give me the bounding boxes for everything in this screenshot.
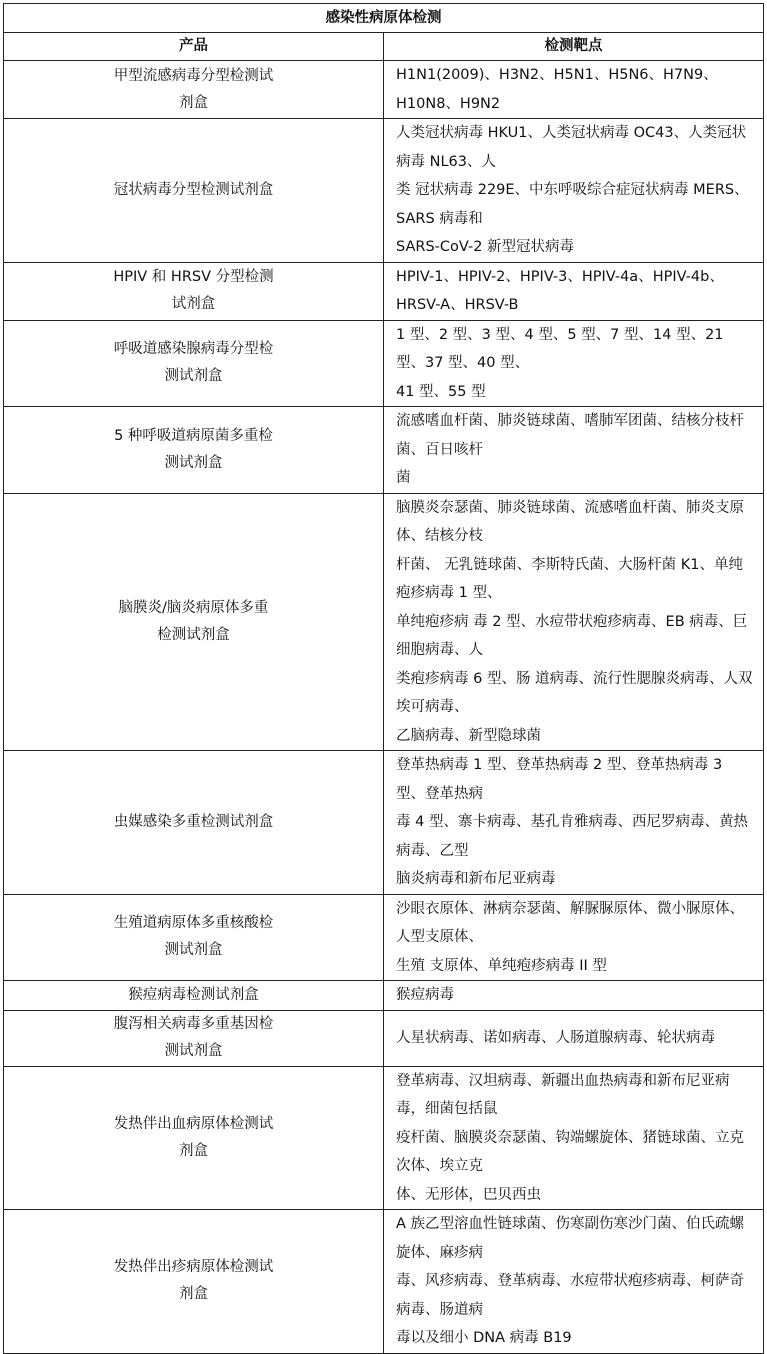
table-title: 感染性病原体检测 xyxy=(4,4,764,33)
target-line: 41 型、55 型 xyxy=(396,383,486,400)
target-line: 猴痘病毒 xyxy=(396,987,454,1003)
product-line: 测试剂盒 xyxy=(164,368,223,385)
product-cell xyxy=(4,1010,384,1066)
target-line: SARS-CoV-2 新型冠状病毒 xyxy=(396,239,575,255)
target-line: 人类冠状病毒 HKU1、人类冠状病毒 OC43、人类冠状病毒 NL63、人 xyxy=(396,125,747,170)
product-line: 虫媒感染多重检测试剂盒 xyxy=(113,813,274,830)
target-line: A 族乙型溶血性链球菌、伤寒副伤寒沙门菌、伯氏疏螺旋体、麻疹病 xyxy=(396,1216,745,1261)
table-row xyxy=(4,262,764,320)
target-line: H1N1(2009)、H3N2、H5N1、H5N6、H7N9、H10N8、H9N2 xyxy=(396,67,718,112)
targets-cell xyxy=(384,751,764,895)
targets-cell xyxy=(384,493,764,751)
target-line: HPIV-1、HPIV-2、HPIV-3、HPIV-4a、HPIV-4b、HRSV-A、HRSV-B xyxy=(396,268,724,313)
table-row xyxy=(4,61,764,119)
product-line: 生殖道病原体多重核酸检 xyxy=(113,915,274,932)
target-line: 类 冠状病毒 229E、中东呼吸综合症冠状病毒 MERS、SARS 病毒和 xyxy=(396,182,749,227)
target-line: 类疱疹病毒 6 型、肠 道病毒、流行性腮腺炎病毒、人双埃可病毒、 xyxy=(396,670,753,715)
target-line: 体、无形体，巴贝西虫 xyxy=(396,1186,541,1203)
product-cell xyxy=(4,407,384,494)
product-line: 呼吸道感染腺病毒分型检 xyxy=(113,341,274,358)
targets-cell xyxy=(384,1210,764,1354)
target-line: 脑膜炎奈瑟菌、肺炎链球菌、流感嗜血杆菌、肺炎支原体、结核分枝 xyxy=(396,499,744,544)
product-cell xyxy=(4,61,384,119)
product-line: 发热伴出血病原体检测试 xyxy=(113,1115,274,1132)
table-row xyxy=(4,751,764,895)
target-line: 脑炎病毒和新布尼亚病毒 xyxy=(396,871,556,887)
target-line: 登革热病毒 1 型、登革热病毒 2 型、登革热病毒 3 型、登革热病 xyxy=(396,757,723,802)
table-row xyxy=(4,119,764,263)
target-line: 1 型、2 型、3 型、4 型、5 型、7 型、14 型、21 型、37 型、40 型、 xyxy=(396,326,724,371)
product-line: 检测试剂盒 xyxy=(157,626,230,643)
targets-cell xyxy=(384,119,764,263)
product-line: 剂盒 xyxy=(179,1286,208,1303)
table-body xyxy=(4,61,764,1354)
targets-cell xyxy=(384,320,764,407)
table-row xyxy=(4,981,764,1011)
table-row xyxy=(4,320,764,407)
target-line: 流感嗜血杆菌、肺炎链球菌、嗜肺军团菌、结核分枝杆菌、百日咳杆 xyxy=(396,413,744,458)
product-line: 试剂盒 xyxy=(171,296,216,312)
target-line: 疫杆菌、脑膜炎奈瑟菌、钩端螺旋体、猪链球菌、立克次体、埃立克 xyxy=(396,1129,744,1174)
targets-cell xyxy=(384,981,764,1011)
target-line: 乙脑病毒、新型隐球菌 xyxy=(396,727,541,744)
target-line: 登革病毒、汉坦病毒、新疆出血热病毒和新布尼亚病毒，细菌包括鼠 xyxy=(396,1072,730,1117)
targets-cell xyxy=(384,407,764,494)
table-row xyxy=(4,407,764,494)
targets-cell xyxy=(384,1010,764,1066)
product-line: 腹泻相关病毒多重基因检 xyxy=(113,1016,274,1032)
product-cell xyxy=(4,1210,384,1354)
product-cell xyxy=(4,320,384,407)
targets-cell xyxy=(384,894,764,981)
product-line: 剂盒 xyxy=(179,1142,208,1159)
product-line: 测试剂盒 xyxy=(164,1043,223,1059)
table-row xyxy=(4,1210,764,1354)
product-line: 甲型流感病毒分型检测试 xyxy=(113,67,274,84)
target-line: 杆菌、 无乳链球菌、李斯特氏菌、大肠杆菌 K1、单纯疱疹病毒 1 型、 xyxy=(396,556,743,601)
targets-cell xyxy=(384,1066,764,1210)
header-targets: 检测靶点 xyxy=(384,33,764,61)
target-line: 沙眼衣原体、淋病奈瑟菌、解脲脲原体、微小脲原体、人型支原体、 xyxy=(396,900,744,945)
product-line: 5 种呼吸道病原菌多重检 xyxy=(114,427,273,444)
target-line: 菌 xyxy=(396,470,411,486)
header-product: 产品 xyxy=(4,33,384,61)
table-row xyxy=(4,1066,764,1210)
target-line: 毒以及细小 DNA 病毒 B19 xyxy=(396,1330,572,1346)
product-cell xyxy=(4,262,384,320)
product-line: 测试剂盒 xyxy=(164,942,223,959)
product-line: 发热伴出疹病原体检测试 xyxy=(113,1259,274,1276)
pathogen-detection-table xyxy=(3,3,764,1354)
table-row xyxy=(4,1010,764,1066)
product-cell xyxy=(4,981,384,1011)
table-row xyxy=(4,894,764,981)
target-line: 毒 4 型、寨卡病毒、基孔肯雅病毒、西尼罗病毒、黄热病毒、乙型 xyxy=(396,814,748,859)
product-line: HPIV 和 HRSV 分型检测 xyxy=(113,269,274,285)
product-cell xyxy=(4,894,384,981)
product-line: 脑膜炎/脑炎病原体多重 xyxy=(118,599,269,616)
targets-cell xyxy=(384,61,764,119)
target-line: 人星状病毒、诺如病毒、人肠道腺病毒、轮状病毒 xyxy=(396,1029,715,1046)
product-cell xyxy=(4,751,384,895)
target-line: 单纯疱疹病 毒 2 型、水痘带状疱疹病毒、EB 病毒、巨细胞病毒、人 xyxy=(396,613,748,658)
product-line: 剂盒 xyxy=(179,94,208,111)
target-line: 生殖 支原体、单纯疱疹病毒 II 型 xyxy=(396,957,607,974)
product-cell xyxy=(4,493,384,751)
product-line: 猴痘病毒检测试剂盒 xyxy=(128,986,259,1003)
table-row xyxy=(4,493,764,751)
product-line: 冠状病毒分型检测试剂盒 xyxy=(113,181,274,198)
product-line: 测试剂盒 xyxy=(164,454,223,471)
product-cell xyxy=(4,119,384,263)
targets-cell xyxy=(384,262,764,320)
product-cell xyxy=(4,1066,384,1210)
target-line: 毒、风疹病毒、登革病毒、水痘带状疱疹病毒、柯萨奇病毒、肠道病 xyxy=(396,1273,744,1318)
